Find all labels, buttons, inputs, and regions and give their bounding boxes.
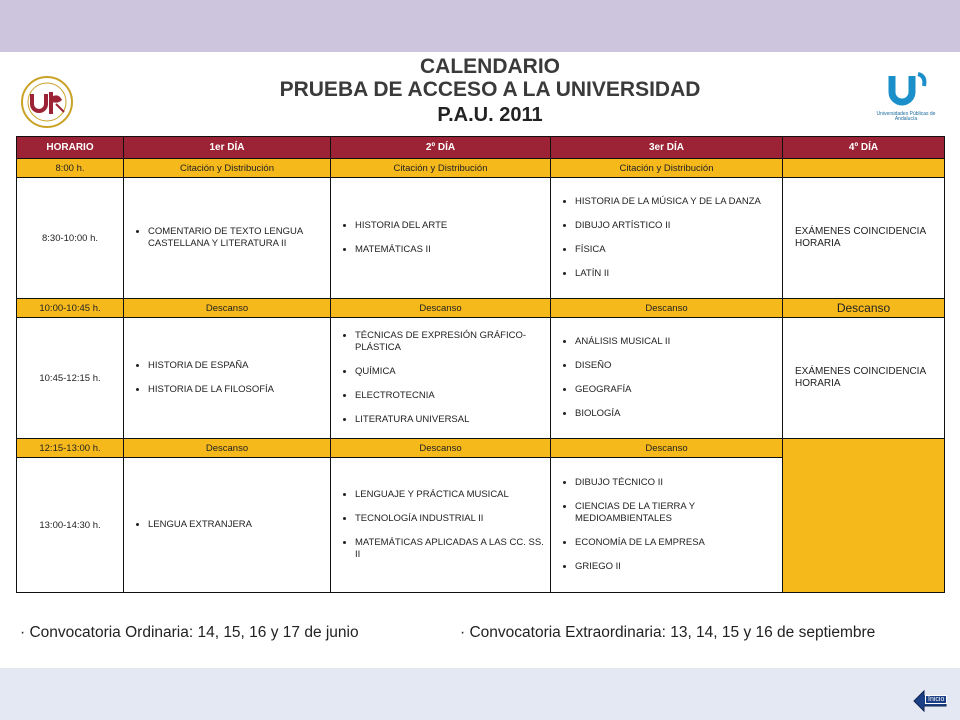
- day-4-coincidencia: [783, 178, 945, 299]
- subject-item: • MATEMÁTICAS APLICADAS A LAS CC. SS. II: [355, 537, 550, 561]
- band-cell: Descanso: [331, 439, 551, 458]
- subject-list: [331, 220, 550, 256]
- subject-list: [124, 360, 330, 396]
- day-3-subjects: [551, 318, 783, 439]
- day-3-subjects: [551, 458, 783, 593]
- band-cell: Descanso: [124, 439, 331, 458]
- back-to-start-button[interactable]: [912, 688, 948, 714]
- table-row: [17, 439, 945, 458]
- day-2-subjects: [331, 318, 551, 439]
- time-cell: 13:00-14:30 h.: [17, 458, 124, 593]
- subject-item: • HISTORIA DE LA FILOSOFÍA: [148, 384, 330, 396]
- table-row: [17, 178, 945, 299]
- subject-item: • HISTORIA DEL ARTE: [355, 220, 550, 232]
- day-2-subjects: [331, 178, 551, 299]
- subject-item: • MATEMÁTICAS II: [355, 244, 550, 256]
- subject-list: [124, 226, 330, 250]
- university-seal-logo: [16, 74, 78, 130]
- subject-item: • LENGUAJE Y PRÁCTICA MUSICAL: [355, 489, 550, 501]
- time-cell: 8:30-10:00 h.: [17, 178, 124, 299]
- time-cell: 8:00 h.: [17, 159, 124, 178]
- day-1-subjects: [124, 318, 331, 439]
- header-day-1: 1er DÍA: [124, 137, 331, 159]
- subject-item: • TECNOLOGÍA INDUSTRIAL II: [355, 513, 550, 525]
- coincidencia-text: EXÁMENES COINCIDENCIA HORARIA: [795, 226, 926, 249]
- band-cell: Citación y Distribución: [551, 159, 783, 178]
- day-2-subjects: [331, 458, 551, 593]
- time-cell: 10:00-10:45 h.: [17, 299, 124, 318]
- subject-list: [331, 330, 550, 426]
- subject-list: [551, 336, 782, 420]
- subject-item: • GEOGRAFÍA: [575, 384, 782, 396]
- subject-item: • HISTORIA DE ESPAÑA: [148, 360, 330, 372]
- subject-item: • LENGUA EXTRANJERA: [148, 519, 330, 531]
- day-4-coincidencia: [783, 318, 945, 439]
- table-row: [17, 318, 945, 439]
- band-cell: Descanso: [124, 299, 331, 318]
- exam-calendar-table: [16, 136, 945, 593]
- subject-list: [331, 489, 550, 561]
- right-logo-caption: Universidades Públicas de Andalucía: [876, 111, 936, 122]
- header-horario: HORARIO: [17, 137, 124, 159]
- table-row: [17, 159, 945, 178]
- subject-item: • TÉCNICAS DE EXPRESIÓN GRÁFICO-PLÁSTICA: [355, 330, 550, 354]
- subject-item: • CIENCIAS DE LA TIERRA Y MEDIOAMBIENTALES: [575, 501, 782, 525]
- band-cell: Citación y Distribución: [124, 159, 331, 178]
- subject-item: • DIBUJO TÉCNICO II: [575, 477, 782, 489]
- title-calendario: CALENDARIO: [420, 55, 560, 78]
- day-1-subjects: [124, 178, 331, 299]
- table-header-row: [17, 137, 945, 159]
- subject-item: • LITERATURA UNIVERSAL: [355, 414, 550, 426]
- subject-list: [551, 196, 782, 280]
- header-day-4: 4º DÍA: [783, 137, 945, 159]
- header-day-3: 3er DÍA: [551, 137, 783, 159]
- subject-list: [124, 519, 330, 531]
- title-pau-2011: P.A.U. 2011: [437, 104, 543, 126]
- band-cell: Descanso: [783, 299, 945, 318]
- universidades-andalucia-logo: [872, 72, 938, 126]
- header-day-2: 2º DÍA: [331, 137, 551, 159]
- band-cell: Descanso: [551, 299, 783, 318]
- band-cell: Citación y Distribución: [331, 159, 551, 178]
- time-cell: 10:45-12:15 h.: [17, 318, 124, 439]
- note-ordinaria: · Convocatoria Ordinaria: 14, 15, 16 y 17 de junio: [20, 624, 359, 641]
- subject-item: • ANÁLISIS MUSICAL II: [575, 336, 782, 348]
- u-logo-icon: [872, 72, 938, 112]
- subject-item: • COMENTARIO DE TEXTO LENGUA CASTELLANA Y LITERATURA II: [148, 226, 330, 250]
- band-cell: Descanso: [331, 299, 551, 318]
- subject-item: • GRIEGO II: [575, 561, 782, 573]
- subject-item: • QUÍMICA: [355, 366, 550, 378]
- subject-list: [551, 477, 782, 573]
- seal-icon: [16, 74, 78, 130]
- subject-item: • ECONOMÍA DE LA EMPRESA: [575, 537, 782, 549]
- day-3-subjects: [551, 178, 783, 299]
- day-1-subjects: [124, 458, 331, 593]
- top-banner: [0, 0, 960, 52]
- subject-item: • DISEÑO: [575, 360, 782, 372]
- document-title: [200, 56, 780, 128]
- subject-item: • ELECTROTECNIA: [355, 390, 550, 402]
- subject-item: • DIBUJO ARTÍSTICO II: [575, 220, 782, 232]
- note-extraordinaria: · Convocatoria Extraordinaria: 13, 14, 15 y 16 de septiembre: [460, 624, 876, 641]
- coincidencia-text: EXÁMENES COINCIDENCIA HORARIA: [795, 366, 926, 389]
- subject-item: • FÍSICA: [575, 244, 782, 256]
- time-cell: 12:15-13:00 h.: [17, 439, 124, 458]
- band-cell: Descanso: [551, 439, 783, 458]
- title-prueba-acceso: PRUEBA DE ACCESO A LA UNIVERSIDAD: [279, 78, 701, 101]
- subject-item: • LATÍN II: [575, 268, 782, 280]
- subject-item: • HISTORIA DE LA MÚSICA Y DE LA DANZA: [575, 196, 782, 208]
- subject-item: • BIOLOGÍA: [575, 408, 782, 420]
- back-button-label: Inicio: [925, 695, 947, 704]
- bottom-banner: [0, 668, 960, 720]
- table-row: [17, 299, 945, 318]
- band-cell-empty: [783, 159, 945, 178]
- day-4-empty-block: [783, 439, 945, 593]
